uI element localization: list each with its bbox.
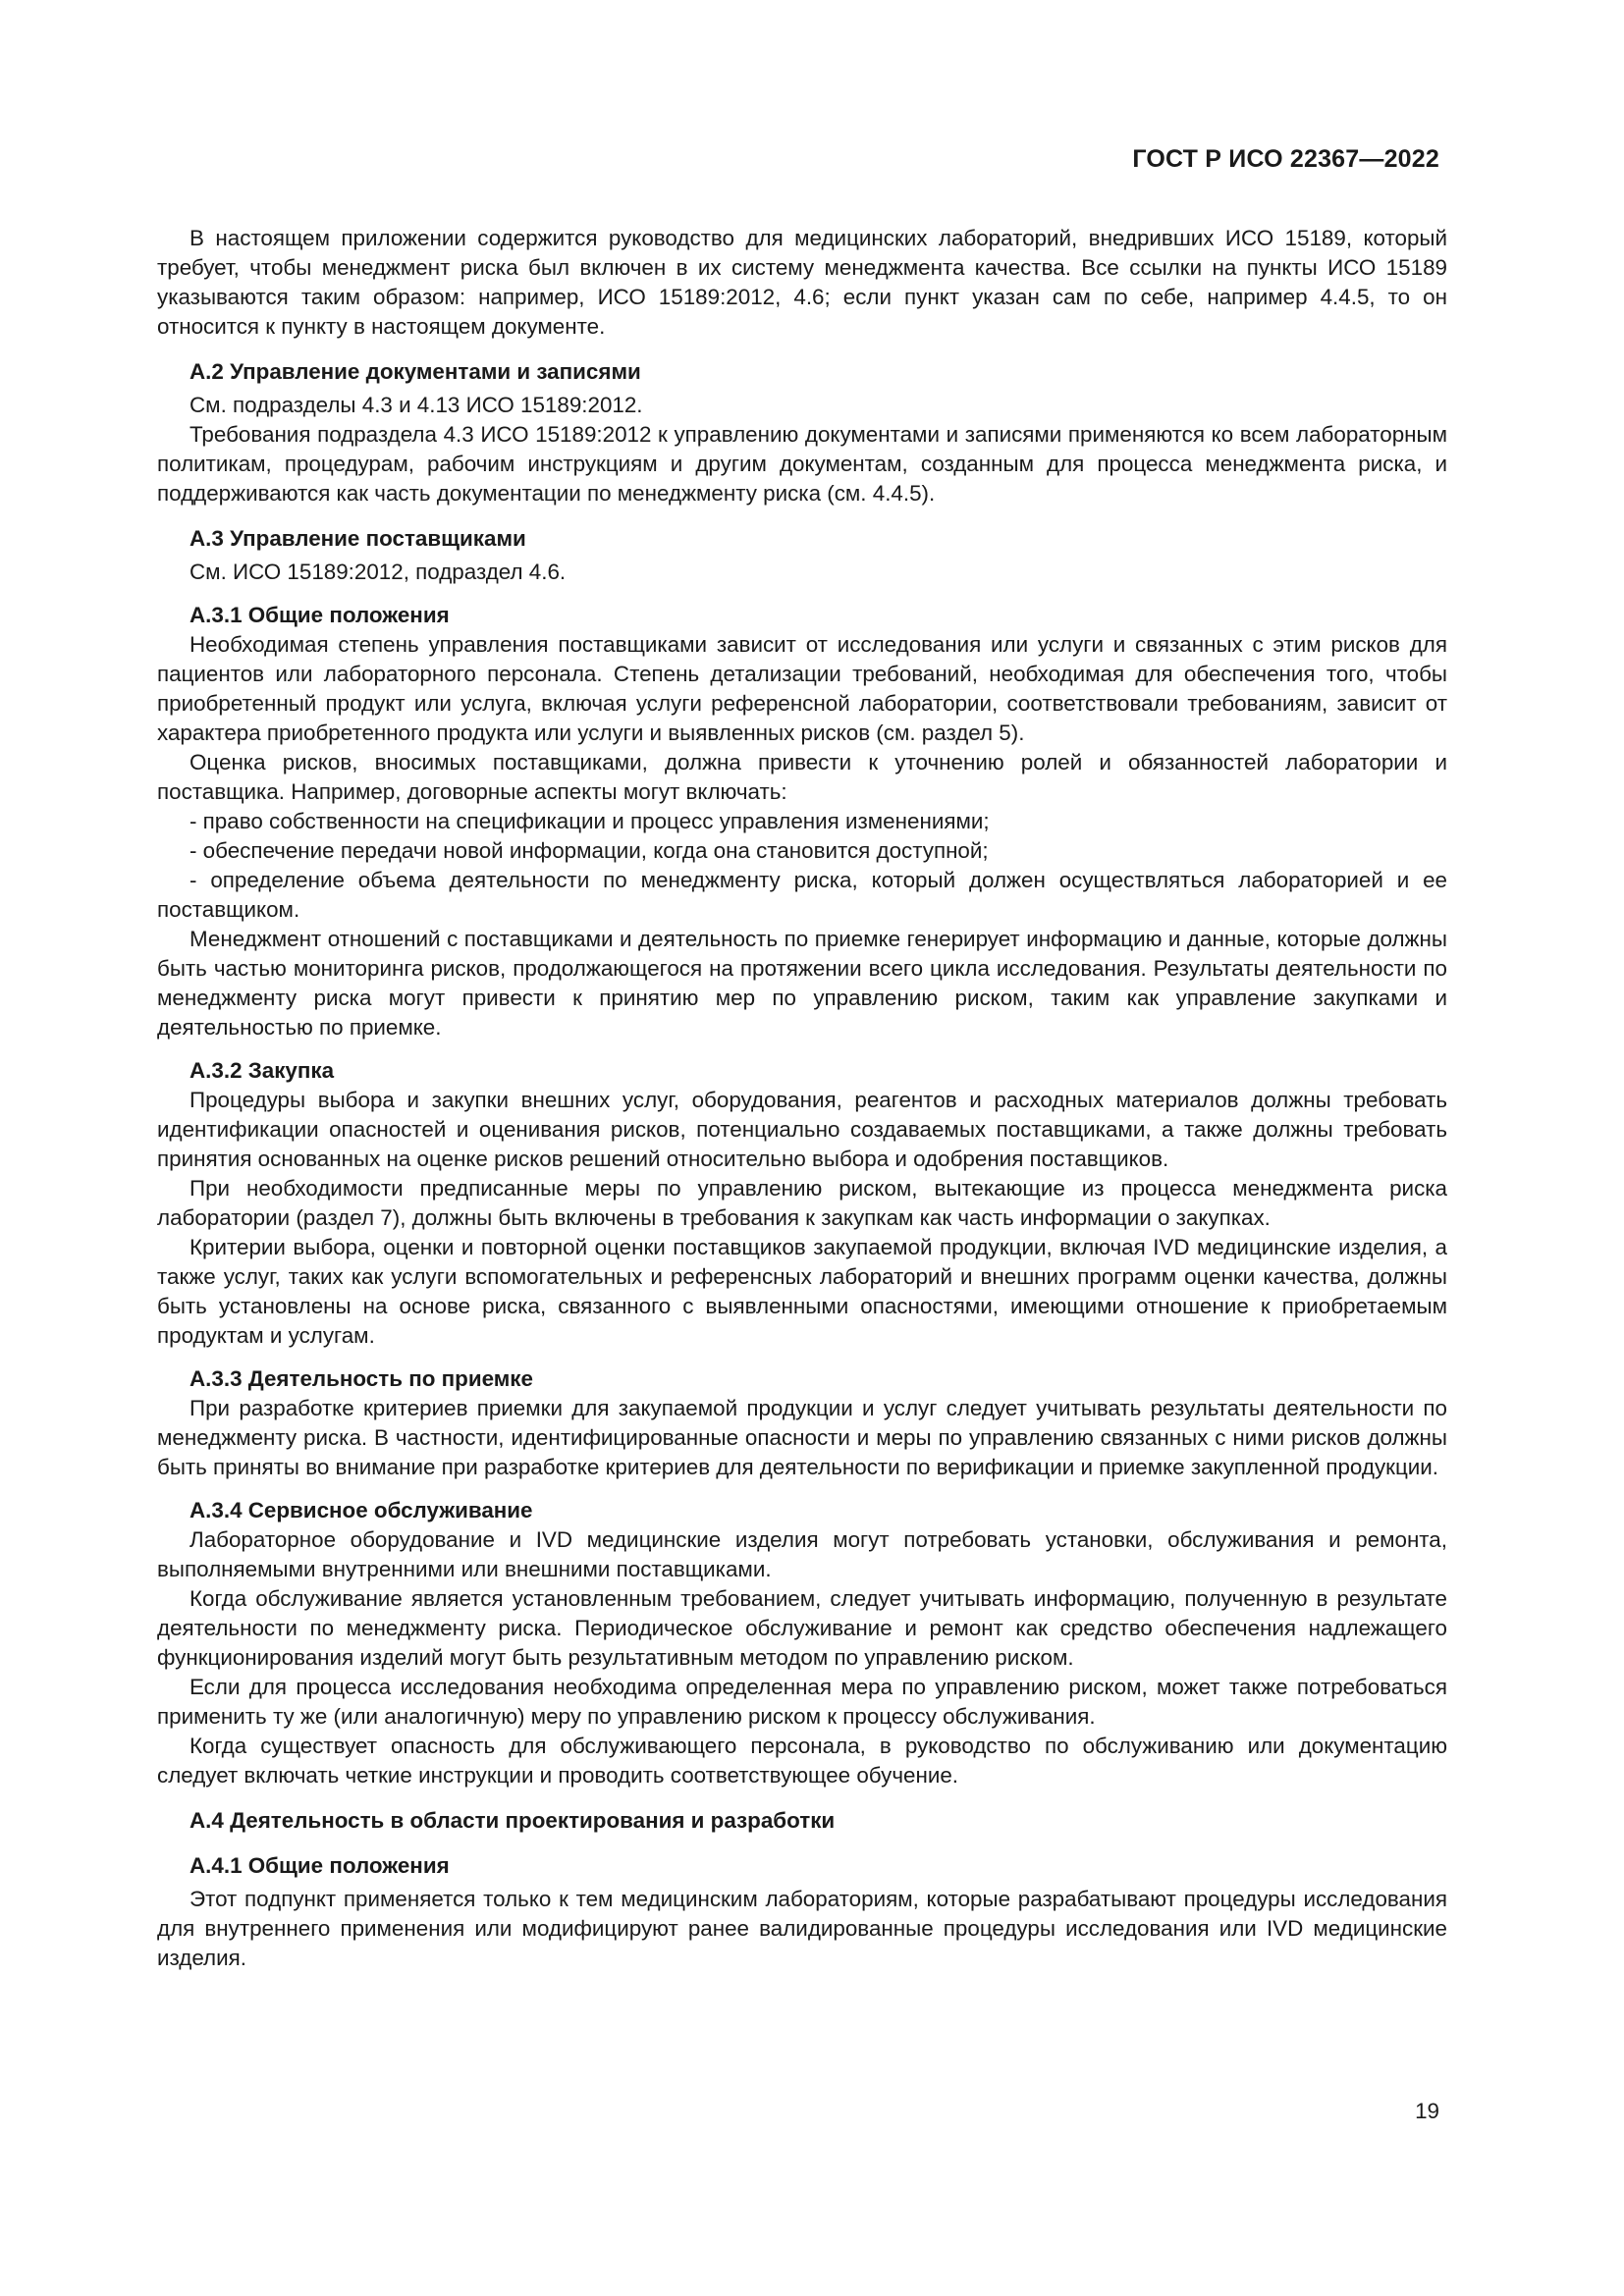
section-a2-paragraph: Требования подраздела 4.3 ИСО 15189:2012 к управлению документами и записями применяются ко всем лабораторным политикам, процедурам, рабочим инструкциям и другим документам, созданным для процесса менеджмента риска, и поддерживаются как часть документации по менеджменту риска (см. 4.4.5). [157,422,1447,506]
section-a2-heading: А.2 Управление документами и записями [189,359,641,384]
section-a34-paragraph: Когда обслуживание является установленным требованием, следует учитывать информацию, полученную в результате деятельности по менеджменту риска. Периодическое обслуживание и ремонт как средство обеспечения надлежащего функционирования изделий могут быть результативным методом по управлению риском. [157,1586,1447,1670]
page-number: 19 [1415,2099,1439,2123]
section-a34-paragraph: Лабораторное оборудование и IVD медицинские изделия могут потребовать установки, обслуживания и ремонта, выполняемыми внутренними или внешними поставщиками. [157,1527,1447,1581]
section-a31-paragraph: Менеджмент отношений с поставщиками и деятельность по приемке генерирует информацию и данные, которые должны быть частью мониторинга рисков, продолжающегося на протяжении всего цикла исследования. Результаты деятельности по менеджменту риска могут привести к принятию мер по управлению риском, таким как управление закупками и деятельностью по приемке. [157,927,1447,1040]
section-a34-paragraph: Когда существует опасность для обслуживающего персонала, в руководство по обслуживанию или документацию следует включать четкие инструкции и проводить соответствующее обучение. [157,1734,1447,1788]
section-a31-heading: А.3.1 Общие положения [189,603,450,627]
list-item: - обеспечение передачи новой информации, когда она становится доступной; [189,838,989,863]
section-a34-heading: А.3.4 Сервисное обслуживание [189,1498,533,1522]
section-a34-paragraph: Если для процесса исследования необходима определенная мера по управлению риском, может также потребоваться применить ту же (или аналогичную) меру по управлению риском к процессу обслуживания. [157,1675,1447,1729]
section-a31-paragraph: Необходимая степень управления поставщиками зависит от исследования или услуги и связанных с этим рисков для пациентов или лабораторного персонала. Степень детализации требований, необходимая для обеспечения того, чтобы приобретенный продукт или услуга, включая услуги референсной лаборатории, соответствовали требованиям, зависит от характера приобретенного продукта или услуги и выявленных рисков (см. раздел 5). [157,632,1447,745]
section-a41-paragraph: Этот подпункт применяется только к тем медицинским лабораториям, которые разрабатывают процедуры исследования для внутреннего применения или модифицируют ранее валидированные процедуры исследования или IVD медицинские изделия. [157,1887,1447,1970]
section-a32-heading: А.3.2 Закупка [189,1058,335,1083]
standard-header: ГОСТ Р ИСО 22367—2022 [1132,145,1439,173]
list-item: - определение объема деятельности по менеджменту риска, который должен осуществляться лабораторией и ее поставщиком. [157,868,1447,922]
intro-paragraph: В настоящем приложении содержится руководство для медицинских лабораторий, внедривших ИСО 15189, который требует, чтобы менеджмент риска был включен в их систему менеджмента качества. Все ссылки на пункты ИСО 15189 указываются таким образом: например, ИСО 15189:2012, 4.6; если пункт указан сам по себе, например 4.4.5, то он относится к пункту в настоящем документе. [157,226,1447,339]
section-a2-paragraph: См. подразделы 4.3 и 4.13 ИСО 15189:2012. [189,393,643,417]
section-a4-heading: А.4 Деятельность в области проектирования и разработки [189,1808,836,1833]
section-a41-heading: А.4.1 Общие положения [189,1853,450,1878]
page-content [157,224,1447,1973]
section-a32-paragraph: Процедуры выбора и закупки внешних услуг, оборудования, реагентов и расходных материалов должны требовать идентификации опасностей и оценивания рисков, потенциально создаваемых поставщиками, а также должны требовать принятия основанных на оценке рисков решений относительно выбора и одобрения поставщиков. [157,1088,1447,1171]
section-a32-paragraph: Критерии выбора, оценки и повторной оценки поставщиков закупаемой продукции, включая IVD медицинские изделия, а также услуг, таких как услуги вспомогательных и референсных лабораторий и внешних программ оценки качества, должны быть установлены на основе риска, связанного с выявленными опасностями, имеющими отношение к приобретаемым продуктам и услугам. [157,1235,1447,1348]
section-a3-heading: А.3 Управление поставщиками [189,526,526,551]
section-a31-paragraph: Оценка рисков, вносимых поставщиками, должна привести к уточнению ролей и обязанностей лаборатории и поставщика. Например, договорные аспекты могут включать: [157,750,1447,804]
section-a33-paragraph: При разработке критериев приемки для закупаемой продукции и услуг следует учитывать результаты деятельности по менеджменту риска. В частности, идентифицированные опасности и меры по управлению связанных с ними рисков должны быть приняты во внимание при разработке критериев для деятельности по верификации и приемке закупленной продукции. [157,1396,1447,1479]
section-a3-paragraph: См. ИСО 15189:2012, подраздел 4.6. [189,560,567,584]
list-item: - право собственности на спецификации и процесс управления изменениями; [189,809,990,833]
section-a33-heading: А.3.3 Деятельность по приемке [189,1366,533,1391]
section-a32-paragraph: При необходимости предписанные меры по управлению риском, вытекающие из процесса менеджмента риска лаборатории (раздел 7), должны быть включены в требования к закупкам как часть информации о закупках. [157,1176,1447,1230]
